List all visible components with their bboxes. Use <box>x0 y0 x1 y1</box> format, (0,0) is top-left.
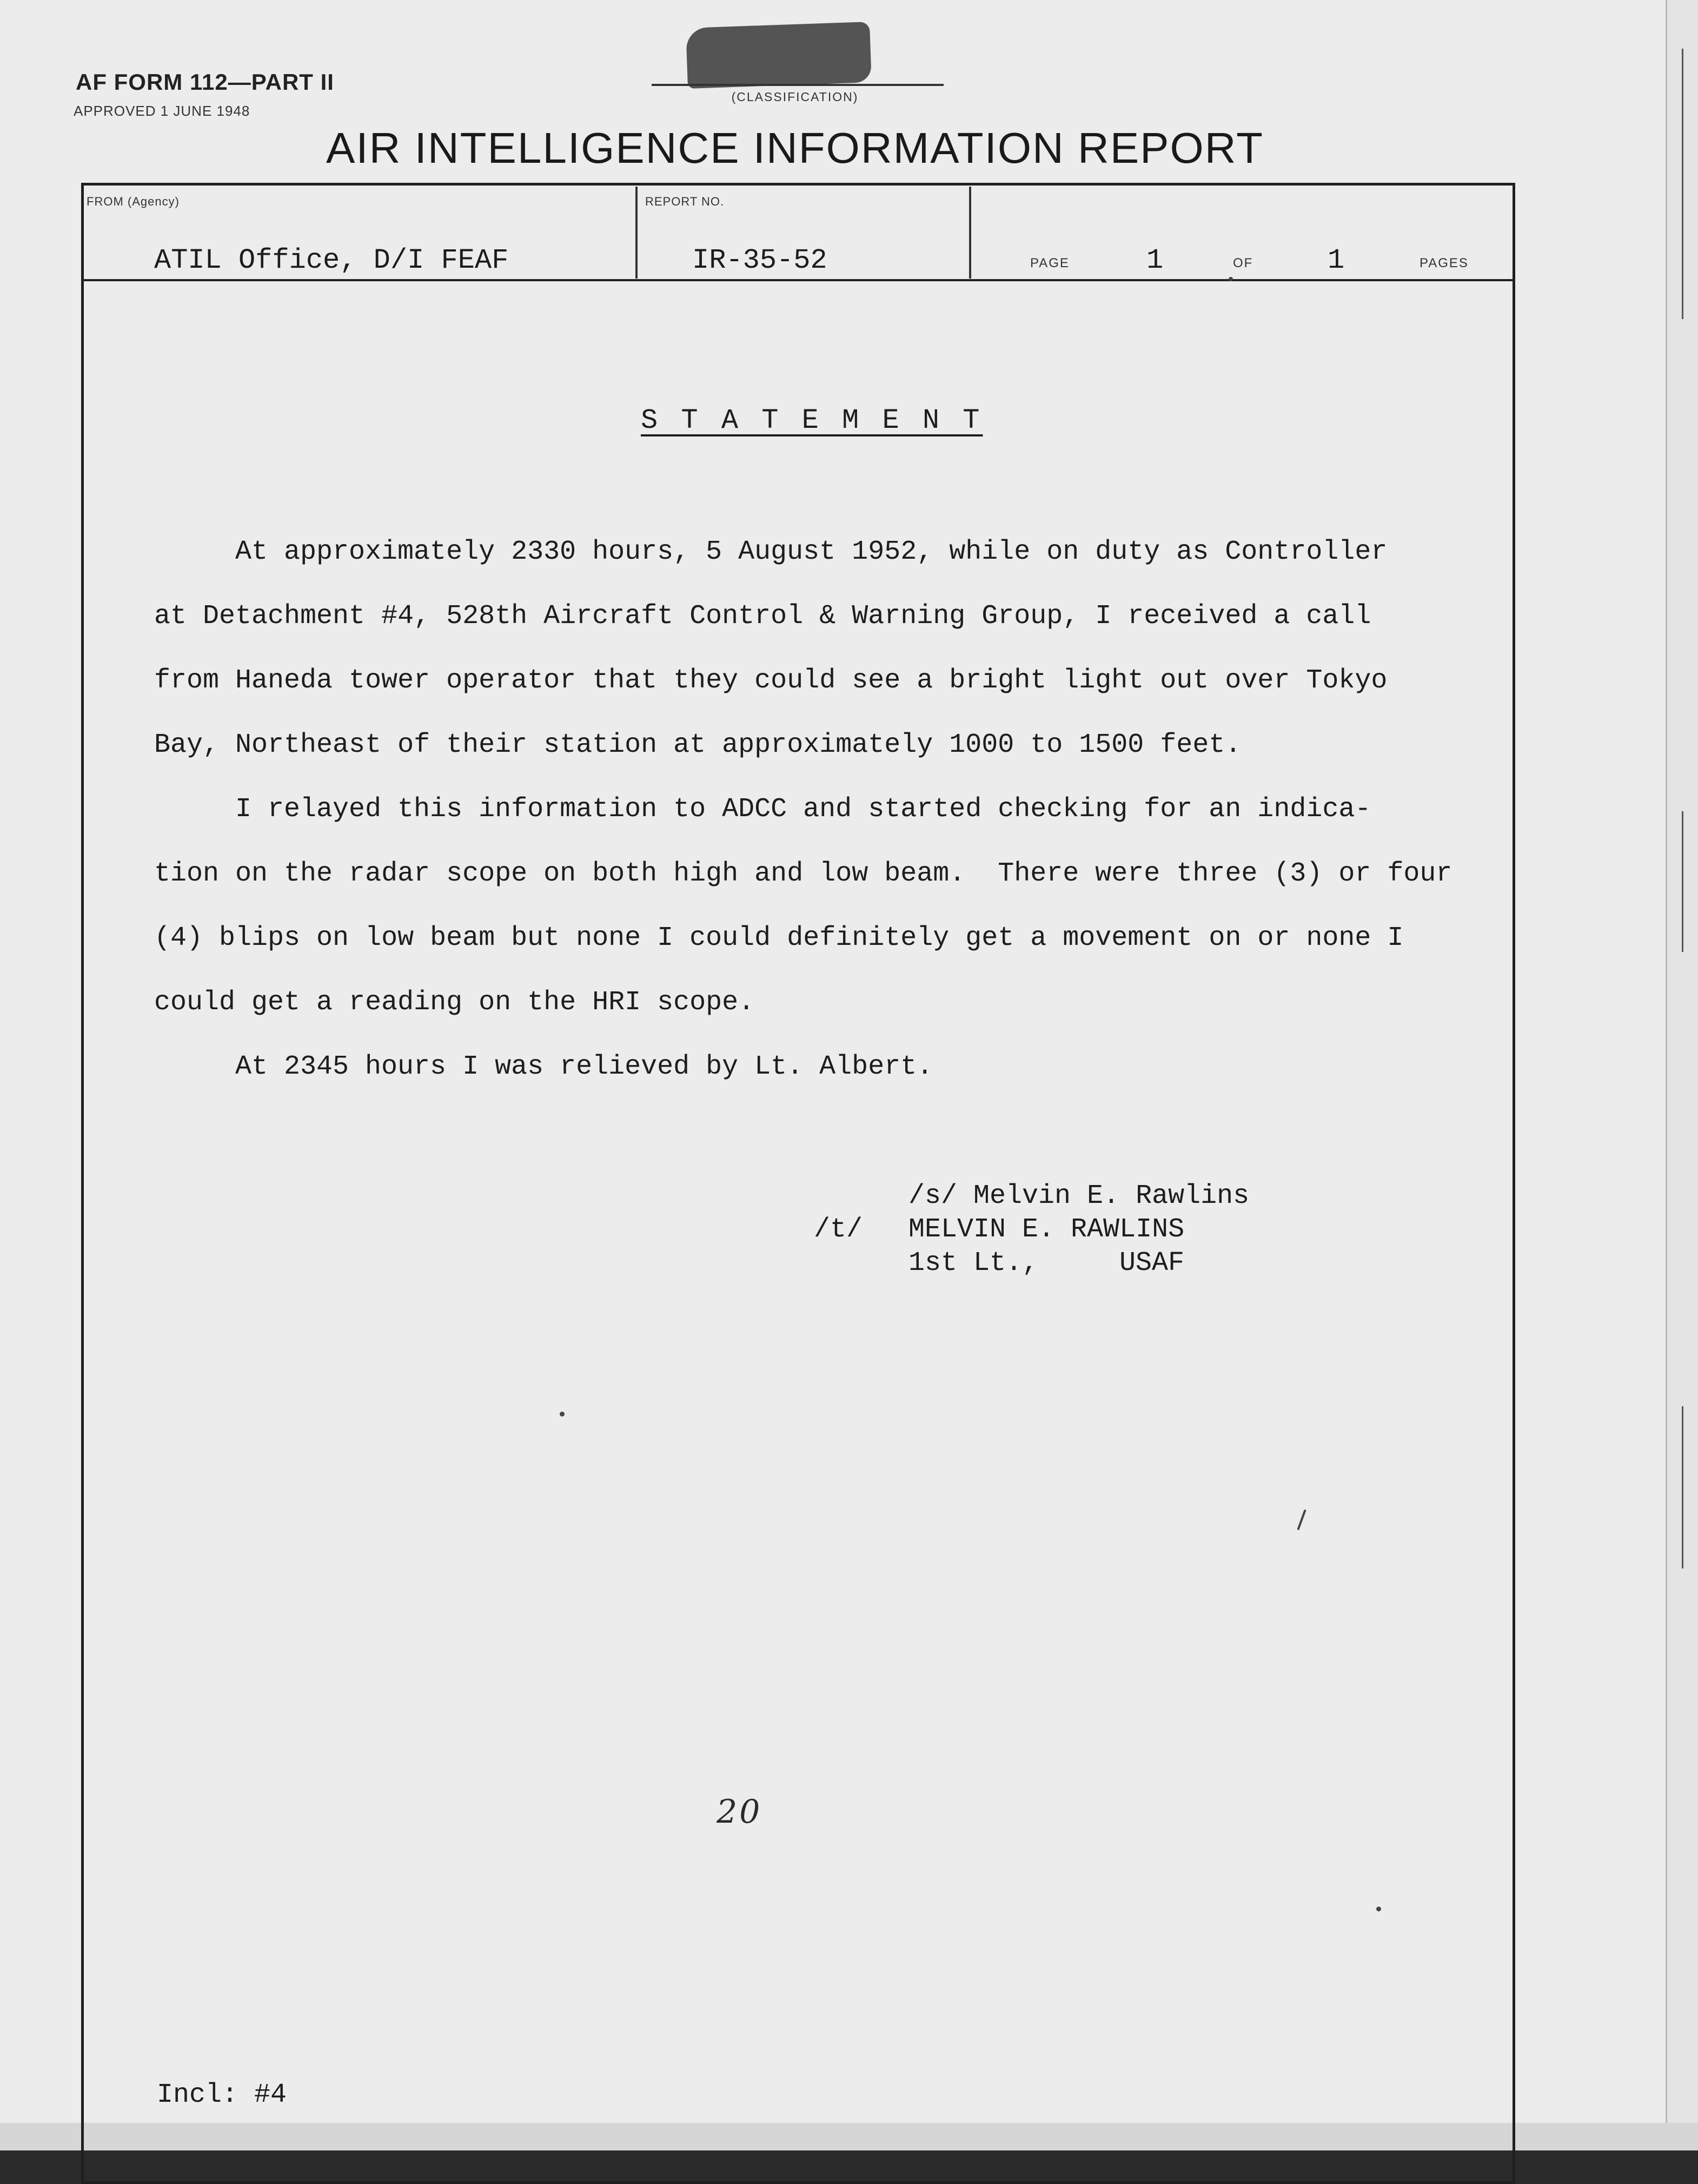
form-frame <box>81 183 1515 2184</box>
statement-line: At 2345 hours I was relieved by Lt. Albert. <box>235 1051 933 1082</box>
report-no-value: IR-35-52 <box>692 244 827 276</box>
classification-rule <box>652 84 944 86</box>
of-label: OF <box>1233 256 1253 270</box>
signature-rank: 1st Lt., <box>908 1248 1039 1279</box>
inclosure-note: Incl: #4 <box>157 2080 287 2110</box>
header-column-divider <box>969 187 971 279</box>
pages-label: PAGES <box>1420 256 1469 270</box>
signature-typed-prefix: /t/ <box>814 1214 863 1245</box>
dust-speck <box>560 1412 565 1417</box>
statement-line: Bay, Northeast of their station at approximately 1000 to 1500 feet. <box>154 730 1242 760</box>
from-value: ATIL Office, D/I FEAF <box>154 244 509 276</box>
statement-line: at Detachment #4, 528th Aircraft Control & Warning Group, I received a call <box>154 601 1371 632</box>
form-approved-date: APPROVED 1 JUNE 1948 <box>74 103 250 119</box>
statement-line: (4) blips on low beam but none I could definitely get a movement on or none I <box>154 923 1404 954</box>
margin-mark <box>1682 49 1683 319</box>
page-number: 1 <box>1146 244 1164 276</box>
page-margin-strip <box>1666 0 1698 2150</box>
dust-speck <box>1229 277 1233 281</box>
signature-typed-name: MELVIN E. RAWLINS <box>908 1214 1185 1245</box>
from-label: FROM (Agency) <box>87 195 180 208</box>
statement-line: from Haneda tower operator that they could see a bright light out over Tokyo <box>154 665 1388 696</box>
form-number: AF FORM 112—PART II <box>76 69 334 95</box>
statement-line: At approximately 2330 hours, 5 August 1952, while on duty as Controller <box>235 537 1388 567</box>
page-label: PAGE <box>1030 256 1070 270</box>
handwritten-page-number: 20 <box>717 1793 762 1831</box>
signature-signed: /s/ Melvin E. Rawlins <box>908 1181 1250 1212</box>
signature-service: USAF <box>1119 1248 1185 1279</box>
statement-line: I relayed this information to ADCC and started checking for an indica- <box>235 794 1371 825</box>
page-total: 1 <box>1328 244 1345 276</box>
statement-heading: S T A T E M E N T <box>641 405 983 436</box>
statement-line: tion on the radar scope on both high and low beam. There were three (3) or four <box>154 858 1452 889</box>
header-divider <box>81 279 1515 281</box>
dust-speck <box>1376 1907 1381 1911</box>
report-title: AIR INTELLIGENCE INFORMATION REPORT <box>326 124 1264 172</box>
report-no-label: REPORT NO. <box>645 195 725 208</box>
classification-redaction-blot <box>686 22 872 89</box>
margin-mark <box>1682 811 1683 952</box>
header-column-divider <box>635 187 638 279</box>
classification-label: (CLASSIFICATION) <box>731 90 859 104</box>
statement-line: could get a reading on the HRI scope. <box>154 987 755 1018</box>
margin-mark <box>1682 1406 1683 1568</box>
